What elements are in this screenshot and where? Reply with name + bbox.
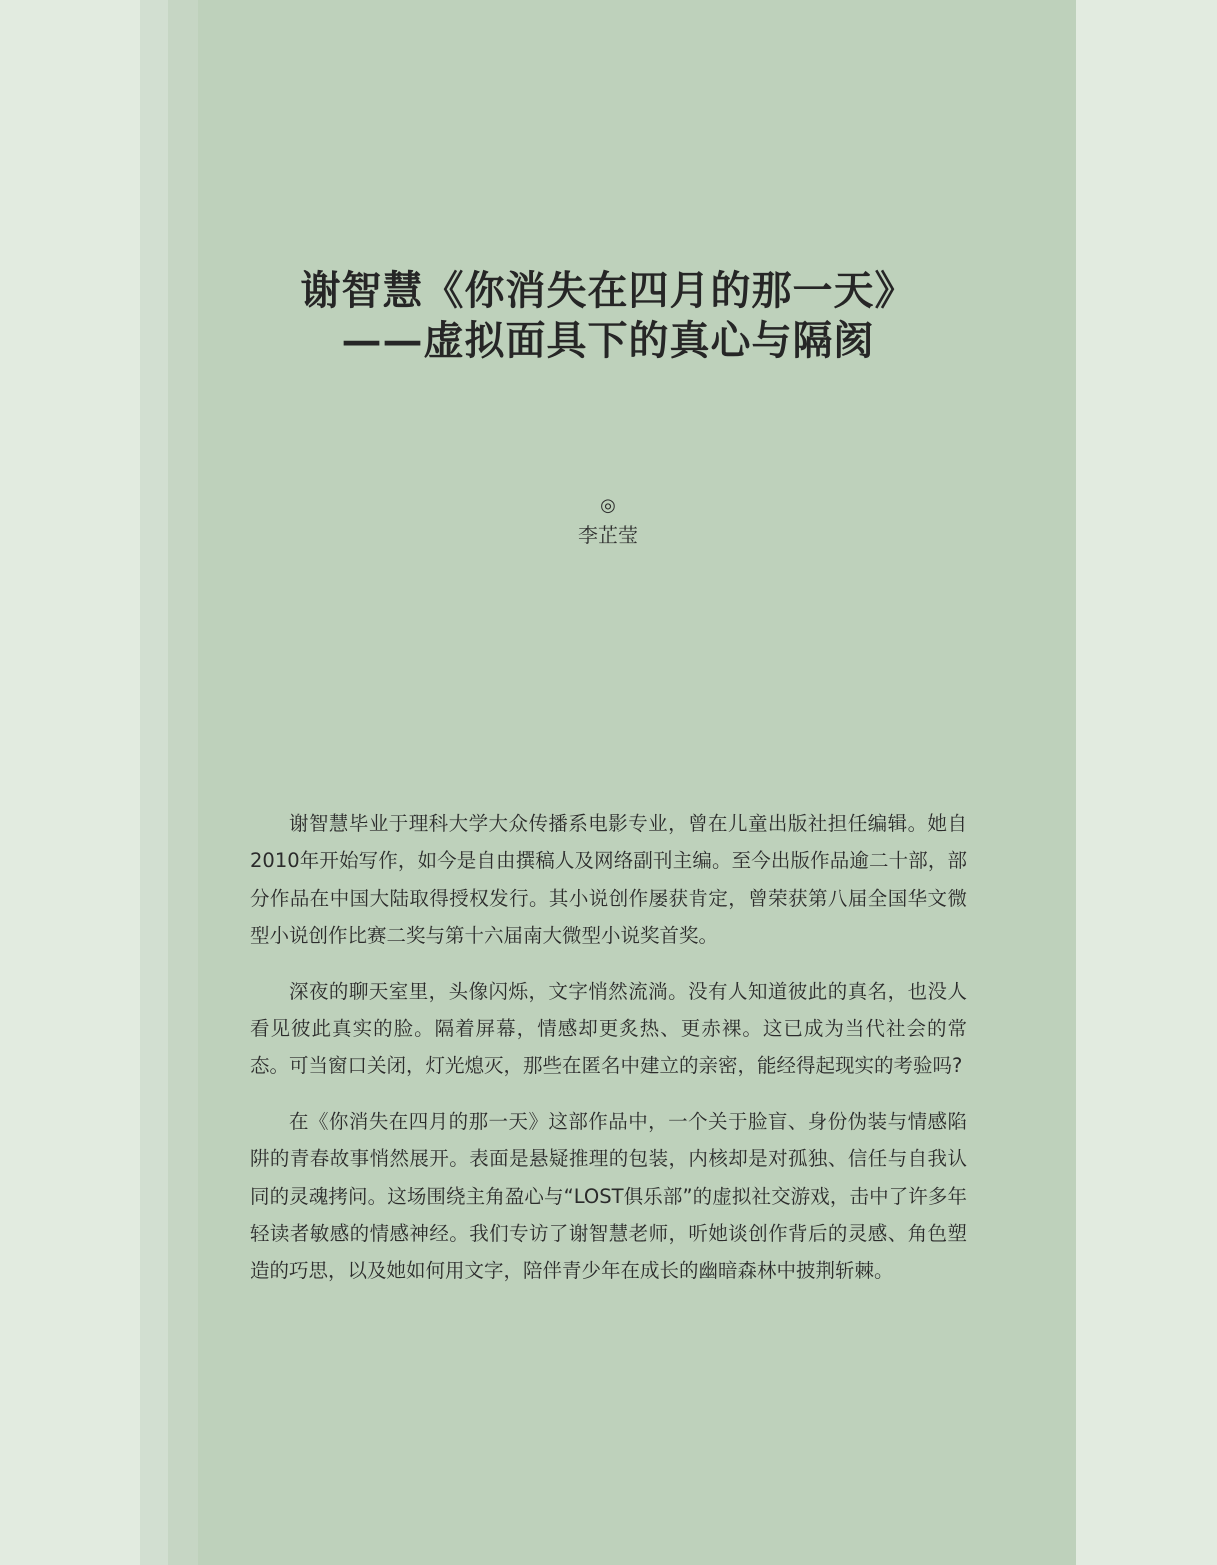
page-edge-stripe-inner [168, 0, 198, 1565]
page-background [198, 0, 1076, 1565]
article-body [250, 805, 967, 1308]
paragraph-author-bio: 谢智慧毕业于理科大学大众传播系电影专业，曾在儿童出版社担任编辑。她自2010年开始写作，如今是自由撰稿人及网络副刊主编。至今出版作品逾二十部，部分作品在中国大陆取得授权发行。其小说创作屡获肯定，曾荣获第八届全国华文微型小说创作比赛二奖与第十六届南大微型小说奖首奖。 [250, 812, 967, 948]
bullseye-icon: ◎ [600, 495, 616, 516]
paragraph-intro: 深夜的聊天室里，头像闪烁，文字悄然流淌。没有人知道彼此的真名，也没人看见彼此真实的脸。隔着屏幕，情感却更炙热、更赤裸。这已成为当代社会的常态。可当窗口关闭，灯光熄灭，那些在匿名中建立的亲密，能经得起现实的考验吗? [250, 979, 967, 1078]
author-name: 李芷莹 [578, 523, 638, 547]
right-margin [1076, 0, 1217, 1565]
title-line-main: 谢智慧《你消失在四月的那一天》 [300, 267, 916, 314]
article-title [198, 266, 1018, 366]
byline [198, 494, 1018, 552]
page-edge-stripe-outer [140, 0, 168, 1565]
paragraph-summary: 在《你消失在四月的那一天》这部作品中，一个关于脸盲、身份伪装与情感陷阱的青春故事悄然展开。表面是悬疑推理的包装，内核却是对孤独、信任与自我认同的灵魂拷问。这场围绕主角盈心与“LOST俱乐部”的虚拟社交游戏，击中了许多年轻读者敏感的情感神经。我们专访了谢智慧老师，听她谈创作背后的灵感、角色塑造的巧思，以及她如何用文字，陪伴青少年在成长的幽暗森林中披荆斩棘。 [250, 1109, 967, 1283]
left-margin [0, 0, 140, 1565]
title-line-subtitle: ——虚拟面具下的真心与隔阂 [341, 317, 875, 364]
